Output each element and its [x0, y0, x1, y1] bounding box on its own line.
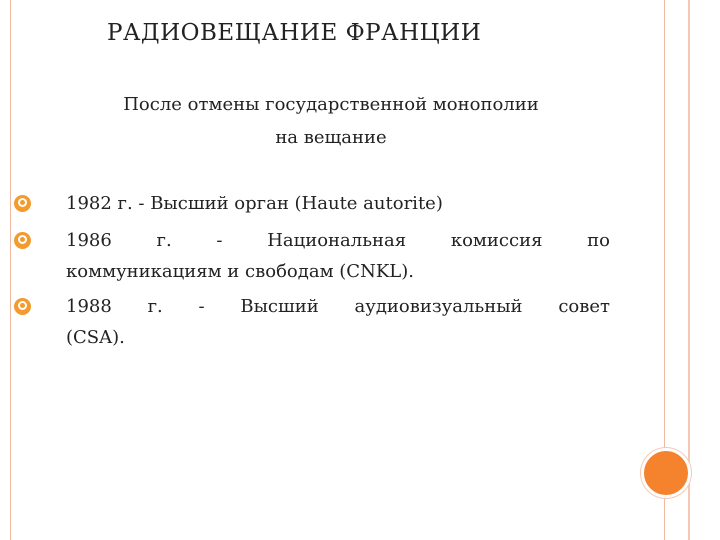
slide-title: РАДИОВЕЩАНИЕ ФРАНЦИИ [107, 20, 482, 46]
bullet-ring-icon [14, 298, 31, 315]
bullet-ring-icon [14, 232, 31, 249]
bullet-text-continued: коммуникациям и свободам (CNKL). [66, 261, 414, 282]
subtitle-line-2: на вещание [275, 127, 387, 148]
decorative-circle [641, 448, 691, 498]
bullet-item-1986 [14, 225, 610, 287]
bullet-text: 1986 г. - Национальная комиссия по [66, 230, 610, 251]
bullet-ring-icon [14, 195, 31, 212]
bullet-item-1988 [14, 291, 610, 353]
bullet-text-continued: (CSA). [66, 327, 125, 348]
bullet-item-1982 [14, 188, 610, 219]
slide-subtitle [85, 88, 577, 154]
bullet-list [14, 188, 610, 359]
subtitle-line-1: После отмены государственной монополии [123, 94, 539, 115]
bullet-text: 1988 г. - Высший аудиовизуальный совет [66, 296, 610, 317]
bullet-text: 1982 г. - Высший орган (Haute autorite) [66, 193, 443, 214]
right-border-stripe [688, 0, 690, 540]
left-border-line [10, 0, 11, 540]
